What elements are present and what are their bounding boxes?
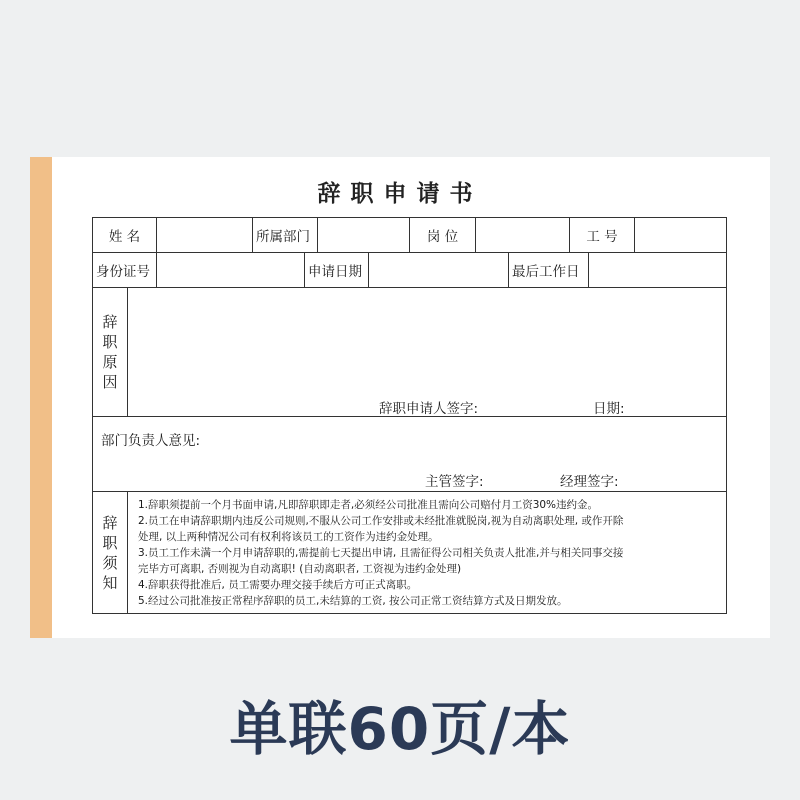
notice-line: 完毕方可离职, 否则视为自动离职! (自动离职者, 工资视为违约金处理): [138, 563, 462, 575]
last-workday-field[interactable]: [588, 253, 726, 287]
opinion-field[interactable]: [93, 447, 726, 491]
reason-label-char: 辞: [102, 313, 118, 331]
notice-line: 2.员工在申请辞职期内违反公司规则,不服从公司工作安排或未经批准就脱岗,视为自动离职处理, 或作开除: [138, 515, 624, 527]
reason-label-char: 原: [102, 353, 118, 371]
form-sheet: [30, 157, 770, 638]
notice-label-char: 辞: [102, 513, 118, 532]
row-reason: [93, 288, 726, 417]
supervisor-signature-label: 主管签字:: [425, 474, 484, 490]
apply-date-field[interactable]: [368, 253, 508, 287]
notice-line: 3.员工工作未满一个月申请辞职的,需提前七天提出申请, 且需征得公司相关负责人批准,并与相关同事交接: [138, 547, 624, 559]
name-field[interactable]: [156, 218, 252, 252]
row-opinion: [93, 417, 726, 492]
position-field[interactable]: [475, 218, 569, 252]
employee-id-field[interactable]: [634, 218, 726, 252]
reason-label: [93, 288, 128, 416]
department-label: 所属部门: [252, 218, 317, 252]
notice-label: [93, 492, 128, 613]
notice-line: 5.经过公司批准按正常程序辞职的员工,未结算的工资, 按公司正常工资结算方式及日期发放。: [138, 595, 568, 607]
row-basic-info: [93, 218, 726, 253]
last-workday-label: 最后工作日: [508, 253, 588, 287]
row-dates: [93, 253, 726, 288]
notice-label-char: 知: [102, 573, 118, 592]
reason-label-char: 因: [102, 373, 118, 391]
id-card-field[interactable]: [156, 253, 304, 287]
form-title: 辞职申请书: [317, 181, 483, 207]
reason-label-char: 职: [102, 333, 118, 351]
name-label: 姓 名: [108, 229, 141, 245]
manager-signature-label: 经理签字:: [560, 474, 619, 490]
notice-list: [138, 497, 718, 609]
notice-line: 1.辞职须提前一个月书面申请,凡即辞职即走者,必须经公司批准且需向公司赔付月工资30%违约金。: [138, 499, 599, 511]
product-banner: 单联60页/本: [229, 695, 571, 763]
notice-line: 4.辞职获得批准后, 员工需要办理交接手续后方可正式离职。: [138, 579, 418, 591]
applicant-signature-label: 辞职申请人签字:: [379, 401, 479, 417]
notice-label-char: 职: [102, 533, 118, 552]
dept-head-opinion-label: 部门负责人意见:: [101, 433, 201, 449]
notice-label-char: 须: [102, 553, 118, 572]
employee-id-label: 工 号: [569, 218, 634, 252]
notice-line: 处理, 以上两种情况公司有权利将该员工的工资作为违约金处理。: [138, 531, 439, 543]
binding-strip: [30, 157, 52, 638]
reason-date-label: 日期:: [593, 401, 625, 417]
position-label: 岗 位: [409, 218, 475, 252]
department-field[interactable]: [317, 218, 409, 252]
resignation-form: [92, 217, 727, 614]
apply-date-label: 申请日期: [304, 253, 368, 287]
row-notice: [93, 492, 726, 613]
id-card-label: 身份证号: [96, 264, 150, 280]
